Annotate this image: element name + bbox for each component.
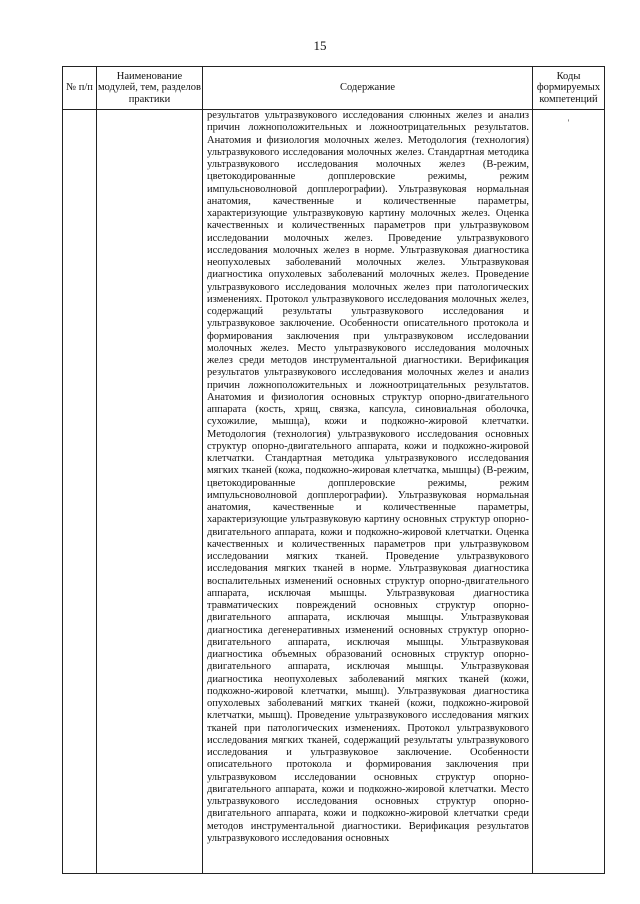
curriculum-table	[62, 66, 605, 874]
header-content: Содержание	[203, 67, 533, 110]
cell-codes	[533, 110, 605, 874]
codes-mark: '	[567, 118, 570, 128]
page-number: 15	[313, 38, 327, 53]
cell-number	[63, 110, 97, 874]
content-text: результатов ультразвукового исследования слюнных желез и анализ причин ложноположительных и ложноотрицательных результатов. Анатомия и физиология молочных желез. Методология (технология) ультразвукового исследования молочных желез. Стандартная методика ультразвукового исследования молочных желез (В-режим, цветокодированные допплеровские режимы, режим импульсноволновой допплерографии). Ультразвуковая нормальная анатомия, качественные и количественные параметры, характеризующие ультразвуковую картину молочных желез. Оценка качественных и количественных параметров при ультразвуковом исследовании молочных желез. Проведение ультразвукового исследования молочных желез в норме. Ультразвуковая диагностика неопухолевых заболеваний молочных желез. Ультразвуковая диагностика опухолевых заболеваний молочных желез. Проведение ультразвукового исследования молочных желез при патологических изменениях. Протокол ультразвукового исследования молочных желез, содержащий результаты ультразвукового исследования и ультразвуковое заключение. Особенности описательного протокола и формирования заключения при ультразвуковом исследовании молочных желез. Место ультразвукового исследования молочных желез среди методов инструментальной диагностики. Верификация результатов ультразвукового исследования молочных желез и анализ причин ложноположительных и ложноотрицательных результатов. Анатомия и физиология основных структур опорно-двигательного аппарата (кость, хрящ, связка, капсула, синовиальная оболочка, сухожилие, мышца), кожи и подкожно-жировой клетчатки. Методология (технология) ультразвукового исследования основных структур опорно-двигательного аппарата, кожи и подкожно-жировой клетчатки. Стандартная методика ультразвукового исследования мягких тканей (кожа, подкожно-жировая клетчатка, мышцы) (В-режим, цветокодированные допплеровские режимы, режим импульсноволновой допплерографии). Ультразвуковая нормальная анатомия, качественные и количественные параметры, характеризующие ультразвуковую картину основных структур опорно-двигательного аппарата, кожи и подкожно-жировой клетчатки. Оценка качественных и количественных параметров при ультразвуковом исследовании мягких тканей. Проведение ультразвукового исследования мягких тканей в норме. Ультразвуковая диагностика воспалительных изменений основных структур опорно-двигательного аппарата, исключая мышцы. Ультразвуковая диагностика травматических повреждений основных структур опорно-двигательного аппарата, исключая мышцы. Ультразвуковая диагностика дегенеративных изменений основных структур опорно-двигательного аппарата, исключая мышцы. Ультразвуковая диагностика объемных образований основных структур опорно-двигательного аппарата, исключая мышцы. Ультразвуковая диагностика неопухолевых заболеваний мягких тканей (кожи, подкожно-жировой клетчатки, мышц). Ультразвуковая диагностика опухолевых заболеваний мягких тканей (кожи, подкожно-жировой клетчатки, мышц). Проведение ультразвукового исследования мягких тканей при патологических изменениях. Протокол ультразвукового исследования мягких тканей, содержащий результаты ультразвукового исследования и ультразвуковое заключение. Особенности описательного протокола и формирования заключения при ультразвуковом исследовании основных структур опорно-двигательного аппарата, кожи и подкожно-жировой клетчатки. Место ультразвукового исследования основных структур опорно-двигательного аппарата, кожи и подкожно-жировой клетчатки среди методов инструментальной диагностики. Верификация результатов ультразвукового исследования основных	[207, 110, 529, 844]
header-codes: Коды формируемых компетенций	[533, 67, 605, 110]
table-row	[63, 110, 605, 874]
cell-name	[97, 110, 203, 874]
table-header-row	[63, 67, 605, 110]
header-number: № п/п	[63, 67, 97, 110]
header-name: Наименование модулей, тем, разделов практики	[97, 67, 203, 110]
cell-content	[203, 110, 533, 874]
